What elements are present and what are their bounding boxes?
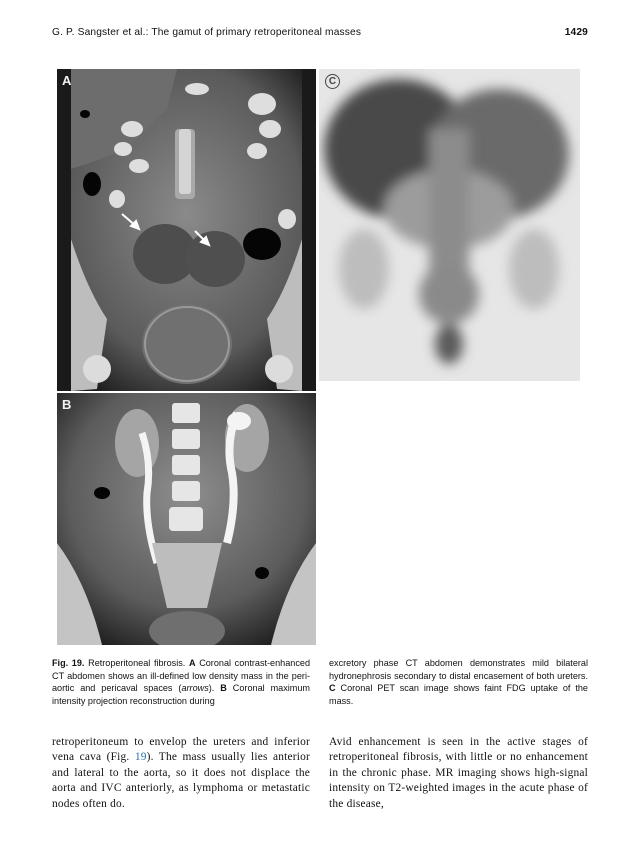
caption-a-label: A xyxy=(188,658,196,668)
body-left-before: retroperitoneum to envelop the ureters and inferior vena cava (Fig. xyxy=(52,736,310,764)
body-right: Avid enhancement is seen in the active stages of retroperitoneal fibrosis, with little or no enhancement in the chronic phase. MR imaging shows high-signal intensity on T2-weighted images in the acute phase of the disease, xyxy=(329,736,588,810)
figure-panel-a xyxy=(57,69,316,391)
body-left-after: ). The mass usually lies anterior and lateral to the aorta, so it does not displace the aorta and IVC anteriorly, as lymphoma or metastatic nodes often do. xyxy=(52,751,310,810)
running-title: G. P. Sangster et al.: The gamut of primary retroperitoneal masses xyxy=(52,27,362,38)
caption-title: Retroperitoneal fibrosis. xyxy=(88,658,186,668)
figure-panel-c xyxy=(319,69,580,381)
figure-caption-right xyxy=(329,657,588,707)
running-header xyxy=(52,27,588,43)
ct-image-a xyxy=(57,69,316,391)
caption-arrows: arrows xyxy=(181,683,209,694)
figure-panel-b xyxy=(57,393,316,645)
panel-label-c: C xyxy=(325,74,340,89)
caption-label: Fig. 19. xyxy=(52,658,85,668)
caption-b-text: Coronal maximum intensity projection reconstruction during xyxy=(52,683,311,706)
body-text-right xyxy=(329,735,588,812)
ct-image-b xyxy=(57,393,316,645)
caption-c-label: C xyxy=(329,683,336,694)
caption-a-text: Coronal contrast-enhanced CT abdomen shows an ill-defined low density mass in the peri-aortic and pericaval spaces ( xyxy=(52,658,311,694)
pet-image-c xyxy=(319,69,580,381)
panel-label-b: B xyxy=(62,397,72,412)
caption-a-close: ). xyxy=(208,683,215,694)
body-text-left xyxy=(52,735,310,812)
page-number: 1429 xyxy=(564,27,588,38)
caption-b-label: B xyxy=(220,683,227,694)
panel-label-a: A xyxy=(62,73,72,88)
caption-right-text: excretory phase CT abdomen demonstrates mild bilateral hydronephrosis secondary to distal encasement of both ureters. xyxy=(329,658,588,681)
caption-c-text: Coronal PET scan image shows faint FDG uptake of the mass. xyxy=(329,683,588,706)
figure-caption-left xyxy=(52,657,310,707)
figure-ref-link[interactable]: 19 xyxy=(134,751,147,764)
